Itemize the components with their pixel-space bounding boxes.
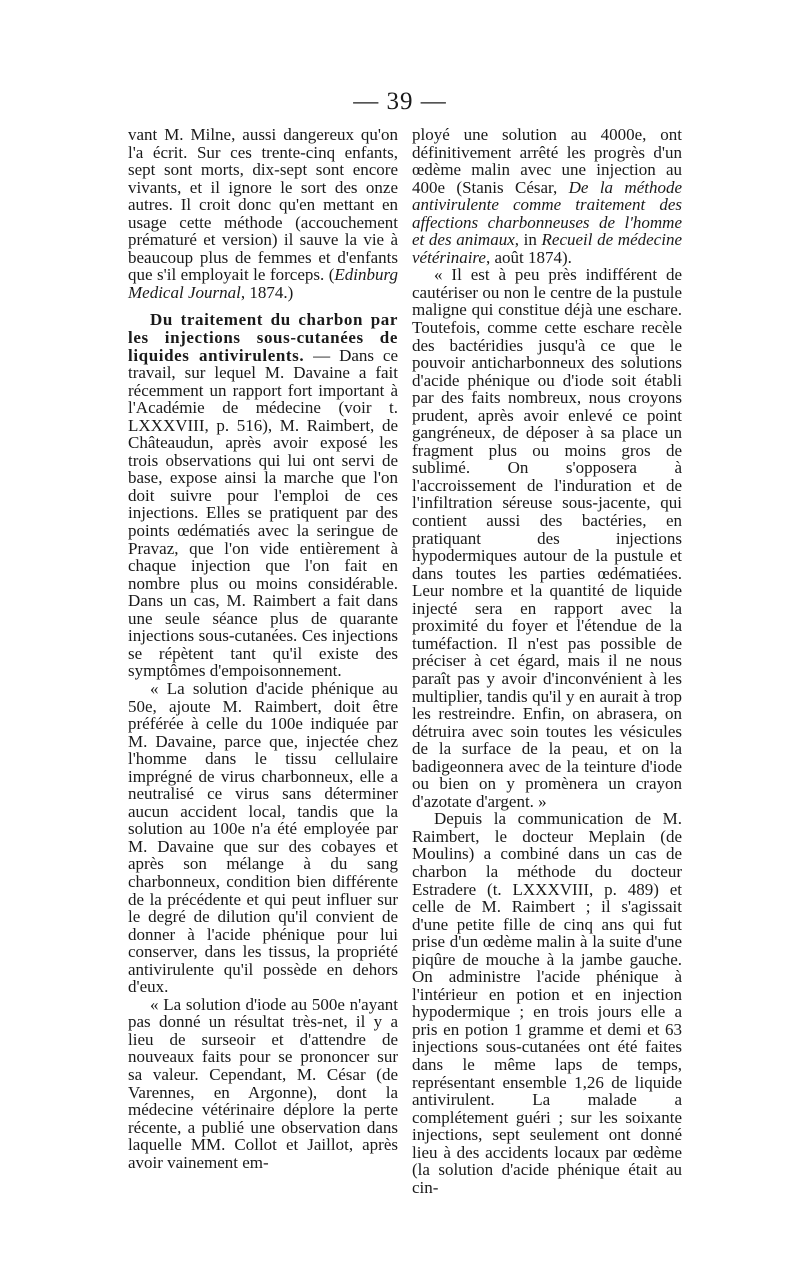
page-number: — 39 — [353, 88, 447, 115]
citation-journal: Recueil de médecine vétérinaire [412, 230, 682, 267]
text-run: vant M. Milne, aussi dangereux qu'on l'a écrit. Sur ces trente-cinq enfants, sept sont morts, dix-sept sont encore vivants, et il ignore le sort des onze autres. Il croit donc qu'en mettant en usage cette méthode (accouchement prématuré et version) il sauve la vie à beaucoup plus de femmes et d'enfants que s'il employait le forceps. ( [128, 125, 398, 285]
quote-paragraph: « La solution d'acide phénique au 50e, ajoute M. Raimbert, doit être préférée à celle du 100e indiquée par M. Davaine, parce que, injectée chez l'homme dans le tissu cellulaire imprégné de virus charbonneux, elle a neutralisé ce virus sans déterminer aucun accident local, tandis que la solution au 100e n'a été employée par M. Davaine que sur des cobayes et après son mélange à du sang charbonneux, condition bien différente de la précédente et qui peut influer sur le degré de dilution qu'il convient de donner à l'acide phénique pour lui conserver, dans les tissus, la propriété antivirulente qu'il possède en dehors d'eux. [128, 678, 398, 997]
left-column [128, 126, 398, 1171]
right-column [412, 126, 682, 1196]
quote-paragraph: « La solution d'iode au 500e n'ayant pas donné un résultat très-net, il y a lieu de surseoir et d'attendre de nouveaux faits pour se prononcer sur sa valeur. Cependant, M. César (de Varennes, en Argonne), dont la médecine vétérinaire déplore la perte récente, a publié une observation dans laquelle MM. Collot et Jaillot, après avoir vainement em- [128, 994, 398, 1172]
text-run: , août 1874). [485, 247, 572, 267]
journal-title: Edinburg Medical Journal [128, 265, 398, 302]
section-heading: Du traitement du charbon par les injections sous-cutanées de liquides antivirulents. [128, 310, 398, 365]
paragraph: Depuis la communication de M. Raimbert, le docteur Meplain (de Moulins) a combiné dans un cas de charbon la méthode du docteur Estradere (t. LXXXVIII, p. 489) et celle de M. Raimbert ; il s'agissait d'une petite fille de cinq ans qui fut prise d'un œdème malin à la suite d'une piqûre de mouche à la jambe gauche. On administre l'acide phénique à l'intérieur en potion et en injection hypodermique ; en trois jours elle a pris en potion 1 gramme et demi et 63 injections sous-cutanées ont été faites dans le même laps de temps, représentant ensemble 1,26 de liquide antivirulent. La malade a complétement guéri ; sur les soixante injections, sept seulement ont donné lieu à des accidents locaux par œdème (la solution d'acide phénique était au cin- [412, 809, 682, 1197]
section-paragraph [128, 311, 398, 679]
text-run: , 1874.) [240, 282, 294, 302]
text-run: ployé une solution au 4000e, ont définitivement arrêté les progrès d'un œdème malin avec une injection au 400e (Stanis César, [412, 125, 682, 197]
paragraph [128, 126, 398, 301]
citation-title: De la méthode antivirulente comme traitement des affections charbonneuses de l'homme et des animaux [412, 177, 683, 250]
paragraph [412, 126, 682, 266]
quote-paragraph: « Il est à peu près indifférent de cautériser ou non le centre de la pustule maligne qui constitue déjà une eschare. Toutefois, comme cette eschare recèle des bactéridies jusqu'à ce que le pouvoir anticharbonneux des solutions d'acide phénique ou d'iode soit établi par des faits nombreux, nous croyons prudent, après avoir enlevé ce point gangréneux, de déposer à sa place un fragment plus ou moins gros de sublimé. On s'opposera à l'accroissement de l'induration et de l'infiltration séreuse sous-jacente, qui contient aussi des bactéries, en pratiquant des injections hypodermiques autour de la pustule et dans toutes les parties œdématiées. Leur nombre et la quantité de liquide injecté sera en rapport avec la proximité du foyer et l'étendue de la tuméfaction. Il n'est pas possible de préciser à cet égard, mais il ne nous paraît pas y avoir d'inconvénient à les multiplier, tandis qu'il y en aurait à trop les restreindre. Enfin, on abrasera, on détruira avec soin toutes les vésicules de la surface de la peau, et on la badigeonnera avec de la teinture d'iode ou bien on y promènera un crayon d'azotate d'argent. » [412, 265, 682, 811]
text-run: — Dans ce travail, sur lequel M. Davaine a fait récemment un rapport fort important à l'Académie de médecine (voir t. LXXXVIII, p. 516), M. Raimbert, de Châteaudun, après avoir exposé les trois observations qui lui ont servi de base, expose ainsi la marche que l'on doit suivre pour l'emploi de ces injections. Elles se pratiquent par des points œdématiés avec la seringue de Pravaz, que l'on vide entièrement à chaque injection que l'on fait en nombre plus ou moins considérable. Dans un cas, M. Raimbert a fait dans une seule séance plus de quarante injections sous-cutanées. Ces injections se répètent tant qu'il existe des symptômes d'empoisonnement. [128, 345, 399, 681]
text-run: , in [514, 230, 542, 250]
